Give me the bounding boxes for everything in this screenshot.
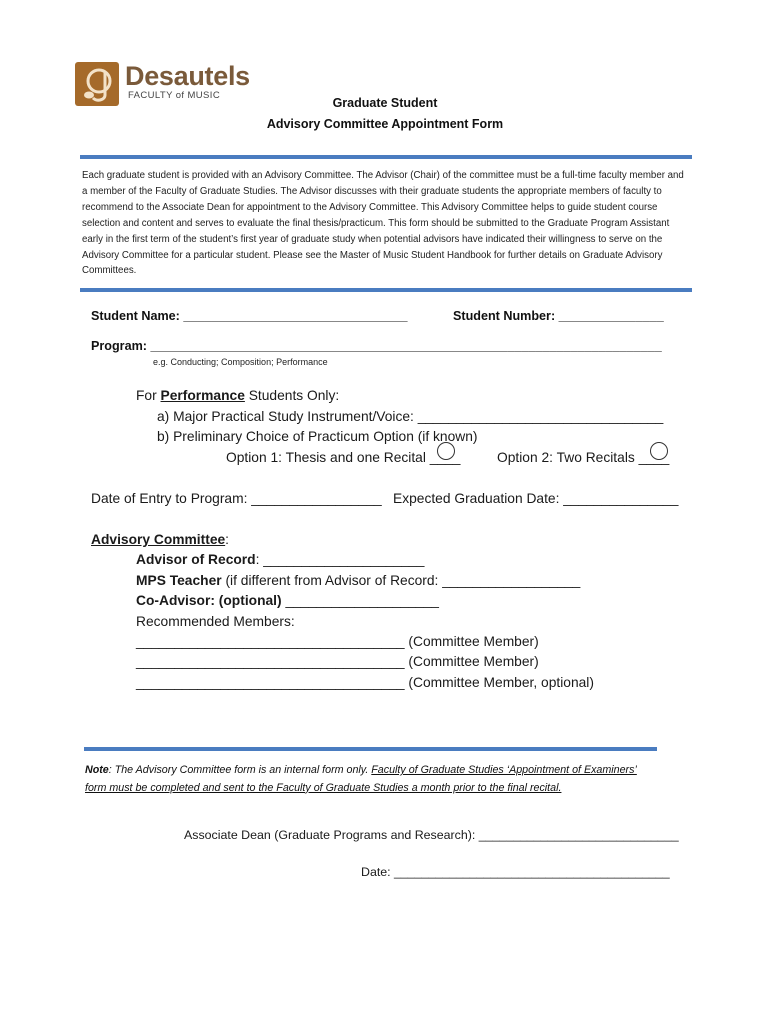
mps-teacher-field[interactable]: MPS Teacher (if different from Advisor of Record: __________________ xyxy=(136,573,581,588)
mid-divider xyxy=(80,288,692,292)
form-title-line2: Advisory Committee Appointment Form xyxy=(266,117,504,131)
top-divider xyxy=(80,155,692,159)
advisor-field[interactable]: Advisor of Record: _____________________ xyxy=(136,552,425,567)
recommended-members-label: Recommended Members: xyxy=(136,614,295,629)
coadvisor-field[interactable]: Co-Advisor: (optional) ____________________ xyxy=(136,593,439,608)
brand-subtitle: FACULTY of MUSIC xyxy=(128,90,221,101)
graduation-date-field[interactable]: Expected Graduation Date: _______________ xyxy=(393,491,679,506)
option1-field[interactable]: Option 1: Thesis and one Recital ____ xyxy=(226,450,461,465)
performance-heading: For Performance Students Only: xyxy=(136,388,340,403)
option2-field[interactable]: Option 2: Two Recitals ____ xyxy=(497,450,670,465)
practicum-option-label: b) Preliminary Choice of Practicum Option (if known) xyxy=(157,429,478,444)
option1-radio[interactable] xyxy=(437,442,455,460)
bottom-divider xyxy=(84,747,657,751)
committee-member-1-field[interactable]: ___________________________________ (Committee Member) xyxy=(136,634,539,649)
note-paragraph: Note: The Advisory Committee form is an internal form only. Faculty of Graduate Studies ‘Appointment of Examiners’ form must be completed and sent to the Faculty of Graduate Studies a month prior to the final recital. xyxy=(85,764,637,794)
committee-member-2-field[interactable]: ___________________________________ (Committee Member) xyxy=(136,654,539,669)
program-field[interactable]: Program: _________________________________________________________________________ xyxy=(91,339,662,353)
committee-heading: Advisory Committee: xyxy=(91,532,230,547)
brand-name: Desautels xyxy=(125,61,250,91)
student-name-field[interactable]: Student Name: ________________________________ xyxy=(91,309,408,323)
committee-member-3-field[interactable]: ___________________________________ (Committee Member, optional) xyxy=(136,675,594,690)
instrument-field[interactable]: a) Major Practical Study Instrument/Voice: ________________________________ xyxy=(157,409,664,424)
option2-radio[interactable] xyxy=(650,442,668,460)
entry-date-field[interactable]: Date of Entry to Program: _________________ xyxy=(91,491,382,506)
program-hint: e.g. Conducting; Composition; Performance xyxy=(153,357,328,367)
signature-date-field[interactable]: Date: ________________________________________ xyxy=(361,865,670,879)
associate-dean-signature-field[interactable]: Associate Dean (Graduate Programs and Research): _____________________________ xyxy=(184,828,679,842)
student-number-field[interactable]: Student Number: _______________ xyxy=(453,309,664,323)
intro-paragraph: Each graduate student is provided with an Advisory Committee. The Advisor (Chair) of the committee must be a full-time faculty member and a member of the Faculty of Graduate Studies. The Advisor discusses with their graduate students the appropriate members of faculty to recommend to the Associate Dean for appointment to the Advisory Committee. This Advisory Committee helps to guide student course selection and content and serves to evaluate the final thesis/practicum. This form should be submitted to the Graduate Program Assistant early in the first term of the student’s first year of graduate study when potential advisors have indicated their willingness to serve on the Advisory Committee for a particular student. Please see the Master of Music Student Handbook for further details on Graduate Advisory Committees. xyxy=(82,170,684,277)
form-title-line1: Graduate Student xyxy=(332,96,438,110)
